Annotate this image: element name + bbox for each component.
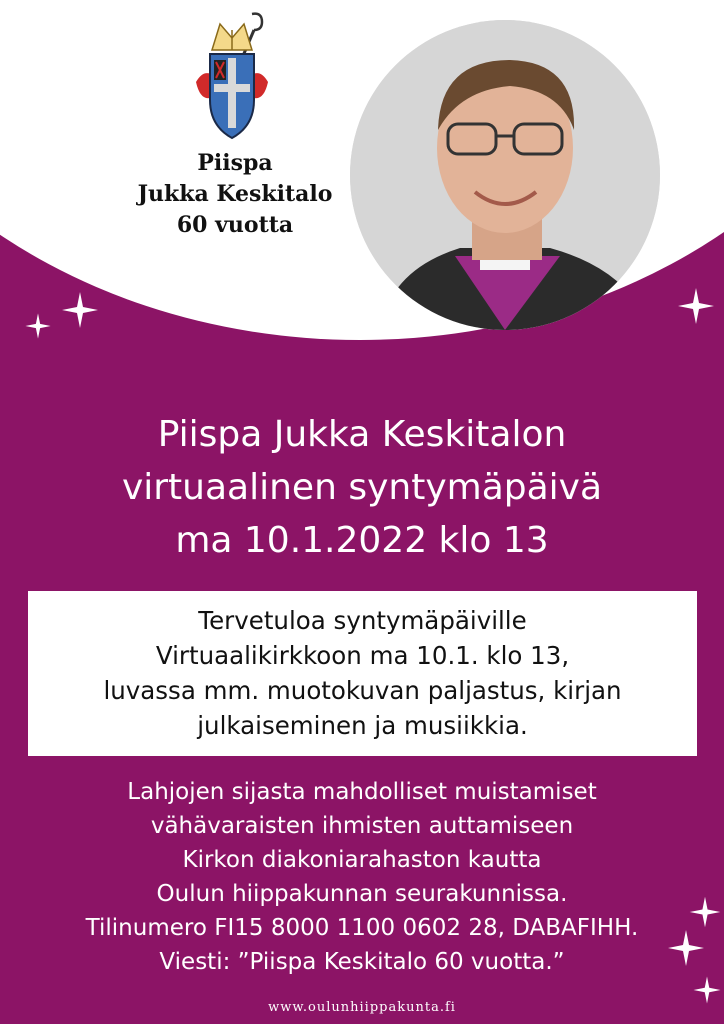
invitation-box	[28, 591, 697, 756]
bishop-name-line: Piispa	[197, 150, 273, 176]
invitation-line: julkaiseminen ja musiikkia.	[197, 711, 528, 740]
bishop-name-block	[110, 148, 360, 241]
donation-line: vähävaraisten ihmisten auttamiseen	[150, 813, 574, 839]
invitation-line: luvassa mm. muotokuvan paljastus, kirjan	[103, 676, 622, 705]
donation-line: Oulun hiippakunnan seurakunnissa.	[156, 881, 568, 907]
sparkle-icon	[60, 290, 100, 330]
coat-of-arms-icon	[190, 10, 274, 140]
bishop-portrait	[350, 20, 660, 330]
donation-line: Lahjojen sijasta mahdolliset muistamiset	[127, 779, 597, 805]
donation-line: Viesti: ”Piispa Keskitalo 60 vuotta.”	[159, 949, 565, 975]
invitation-line: Virtuaalikirkkoon ma 10.1. klo 13,	[155, 641, 570, 670]
website-link[interactable]: www.oulunhiippakunta.fi	[268, 1000, 456, 1015]
event-headline	[20, 408, 704, 567]
headline-line: ma 10.1.2022 klo 13	[175, 520, 549, 561]
invitation-line: Tervetuloa syntymäpäiville	[198, 606, 527, 635]
donation-line: Kirkon diakoniarahaston kautta	[182, 847, 542, 873]
sparkle-icon	[24, 312, 52, 340]
headline-line: virtuaalinen syntymäpäivä	[121, 467, 603, 508]
bishop-name-line: 60 vuotta	[176, 212, 294, 238]
bishop-name-line: Jukka Keskitalo	[137, 181, 333, 207]
donation-info	[0, 775, 724, 979]
headline-line: Piispa Jukka Keskitalon	[157, 414, 567, 455]
sparkle-icon	[676, 286, 716, 326]
donation-line: Tilinumero FI15 8000 1100 0602 28, DABAFIHH.	[85, 915, 639, 941]
